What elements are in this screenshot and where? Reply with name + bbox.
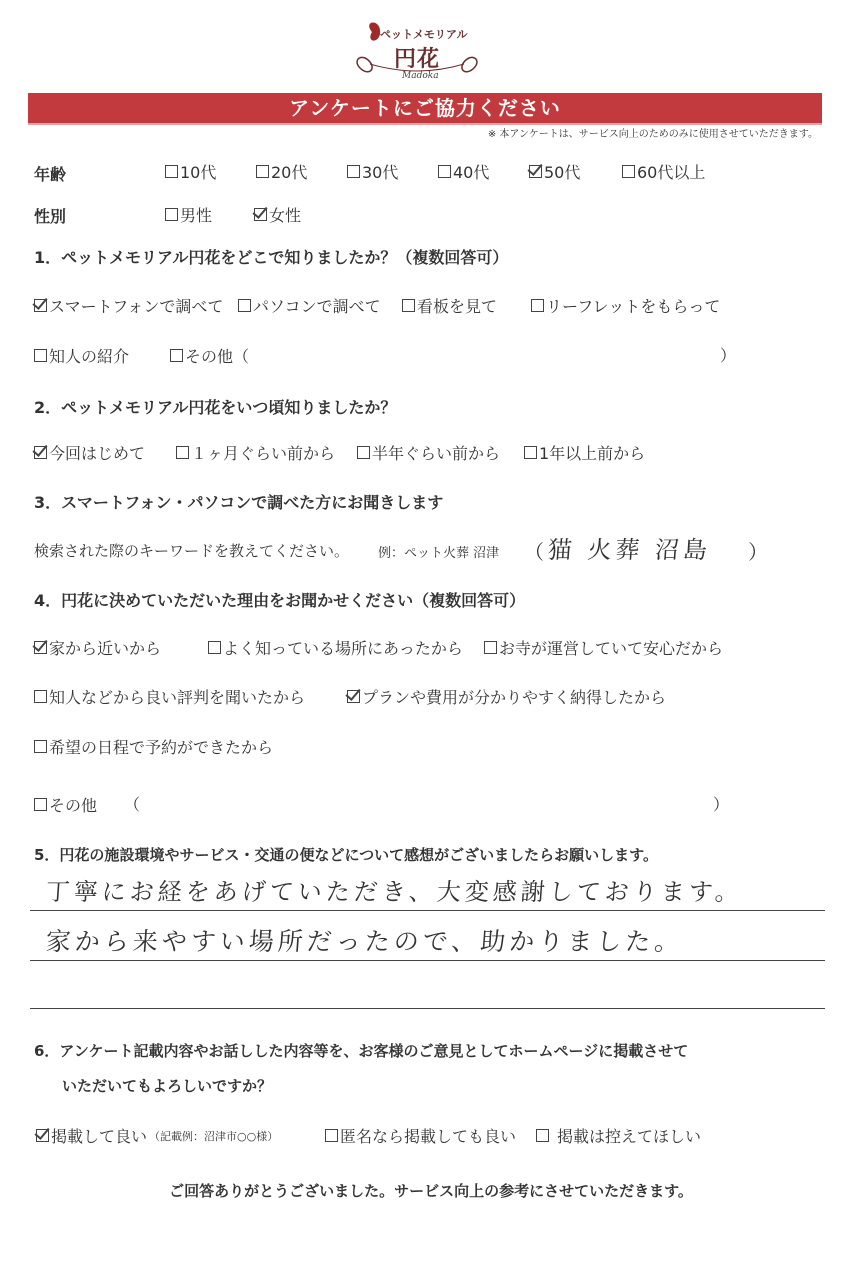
q4-option-other[interactable]: その他: [34, 793, 97, 816]
q1-option-referral[interactable]: 知人の紹介: [34, 344, 129, 367]
answer-line: [30, 1008, 825, 1009]
checkbox[interactable]: [347, 165, 360, 178]
logo-tagline: Madoka: [402, 71, 439, 81]
checkbox[interactable]: [34, 798, 47, 811]
question-3: 3．スマートフォン・パソコンで調べた方にお聞きします: [34, 493, 444, 512]
q3-open-paren: （: [524, 540, 544, 564]
logo-subtitle: ペットメモリアル: [380, 28, 468, 41]
gender-option-female[interactable]: 女性: [254, 203, 301, 226]
q3-prompt: 検索された際のキーワードを教えてください。: [34, 542, 350, 560]
checkbox-checked[interactable]: [34, 299, 47, 312]
q1-option-leaflet[interactable]: リーフレットをもらって: [531, 294, 720, 317]
checkbox[interactable]: [256, 165, 269, 178]
checkbox[interactable]: [34, 349, 47, 362]
q2-option-half-year[interactable]: 半年ぐらい前から: [357, 441, 500, 464]
q4-option-near-home[interactable]: 家から近いから: [34, 636, 161, 659]
question-2: 2．ペットメモリアル円花をいつ頃知りましたか？: [34, 398, 397, 417]
gender-option-male[interactable]: 男性: [165, 203, 212, 226]
q3-handwritten-answer[interactable]: 猫 火葬 沼島: [546, 536, 713, 564]
q3-close-paren: ）: [748, 540, 768, 564]
checkbox[interactable]: [325, 1129, 338, 1142]
question-6-line-2: いただいてもよろしいですか？: [62, 1077, 273, 1095]
question-1: 1．ペットメモリアル円花をどこで知りましたか？（複数回答可）: [34, 248, 509, 267]
checkbox-checked[interactable]: [34, 446, 47, 459]
age-option-20[interactable]: 20代: [256, 160, 307, 183]
q1-option-other[interactable]: その他（: [170, 344, 249, 367]
gender-label: 性別: [34, 207, 67, 226]
q4-option-reputation[interactable]: 知人などから良い評判を聞いたから: [34, 685, 305, 708]
checkbox[interactable]: [165, 165, 178, 178]
q2-option-1month[interactable]: １ヶ月ぐらい前から: [176, 441, 335, 464]
page-title: アンケートにご協力ください: [28, 93, 822, 123]
q2-option-first-time[interactable]: 今回はじめて: [34, 441, 145, 464]
question-4: 4．円花に決めていただいた理由をお聞かせください（複数回答可）: [34, 591, 526, 610]
answer-line: [30, 910, 825, 911]
usage-note: ※ 本アンケートは、サービス向上のためのみに使用させていただきます。: [487, 129, 818, 140]
age-option-40[interactable]: 40代: [438, 160, 489, 183]
question-6-line-1: 6．アンケート記載内容やお話しした内容等を、お客様のご意見としてホームページに掲載させて: [34, 1042, 689, 1060]
checkbox[interactable]: [176, 446, 189, 459]
checkbox[interactable]: [165, 208, 178, 221]
q6-publish-example: （記載例：沼津市○○様）: [149, 1129, 279, 1143]
checkbox-checked[interactable]: [529, 165, 542, 178]
checkbox[interactable]: [357, 446, 370, 459]
q1-other-close: ）: [720, 346, 737, 365]
question-5: 5．円花の施設環境やサービス・交通の便などについて感想がございましたらお願いします。: [34, 846, 658, 864]
q1-option-pc[interactable]: パソコンで調べて: [238, 294, 381, 317]
age-option-30[interactable]: 30代: [347, 160, 398, 183]
age-label: 年齢: [34, 165, 67, 184]
age-option-10[interactable]: 10代: [165, 160, 216, 183]
q6-option-publish[interactable]: 掲載して良い （記載例：沼津市○○様）: [36, 1124, 278, 1147]
checkbox-checked[interactable]: [254, 208, 267, 221]
checkbox[interactable]: [208, 641, 221, 654]
checkbox[interactable]: [531, 299, 544, 312]
q4-option-temple[interactable]: お寺が運営していて安心だから: [484, 636, 723, 659]
logo: [352, 20, 482, 86]
thank-you-footer: ご回答ありがとうございました。サービス向上の参考にさせていただきます。: [169, 1182, 693, 1200]
q4-option-plan-cost[interactable]: プランや費用が分かりやすく納得したから: [347, 685, 666, 708]
logo-name: 円花: [394, 47, 441, 72]
checkbox[interactable]: [34, 740, 47, 753]
q5-handwritten-line-2[interactable]: 家から来やすい場所だったので、助かりました。: [44, 927, 685, 956]
checkbox[interactable]: [438, 165, 451, 178]
q5-handwritten-line-1[interactable]: 丁寧にお経をあげていただき、大変感謝しております。: [44, 878, 744, 906]
q1-option-smartphone[interactable]: スマートフォンで調べて: [34, 294, 223, 317]
q1-option-sign[interactable]: 看板を見て: [402, 294, 497, 317]
checkbox[interactable]: [238, 299, 251, 312]
q6-option-anonymous[interactable]: 匿名なら掲載しても良い: [325, 1124, 516, 1147]
q4-option-known-place[interactable]: よく知っている場所にあったから: [208, 636, 463, 659]
q6-option-decline[interactable]: 掲載は控えてほしい: [536, 1124, 701, 1147]
checkbox[interactable]: [34, 690, 47, 703]
checkbox-checked[interactable]: [347, 690, 360, 703]
age-option-50[interactable]: 50代: [529, 160, 580, 183]
checkbox[interactable]: [622, 165, 635, 178]
q3-example: 例：ペット火葬 沼津: [378, 546, 500, 561]
checkbox[interactable]: [536, 1129, 549, 1142]
age-option-60[interactable]: 60代以上: [622, 160, 705, 183]
q2-option-1year[interactable]: 1年以上前から: [524, 441, 645, 464]
q4-other-close: ）: [713, 795, 730, 814]
checkbox-checked[interactable]: [34, 641, 47, 654]
q4-option-schedule[interactable]: 希望の日程で予約ができたから: [34, 735, 273, 758]
checkbox[interactable]: [524, 446, 537, 459]
q4-other-open: （: [124, 795, 141, 814]
answer-line: [30, 960, 825, 961]
checkbox[interactable]: [402, 299, 415, 312]
checkbox[interactable]: [484, 641, 497, 654]
checkbox-checked[interactable]: [36, 1129, 49, 1142]
checkbox[interactable]: [170, 349, 183, 362]
